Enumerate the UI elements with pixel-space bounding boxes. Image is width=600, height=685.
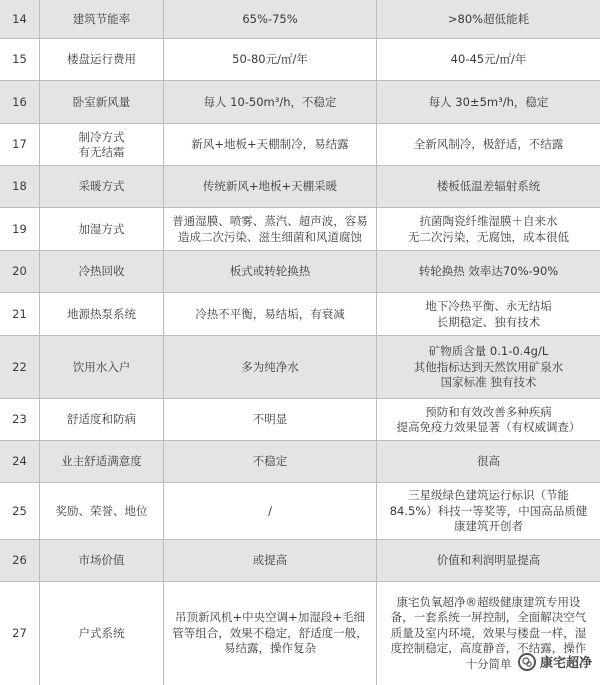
row-divider (0, 335, 600, 336)
row-normal-value: 多为纯净水 (164, 336, 377, 399)
watermark-text: 康宅超净 (539, 656, 592, 671)
watermark (518, 652, 592, 671)
table-row (0, 540, 600, 582)
row-item: 饮用水入户 (40, 336, 164, 399)
row-premium-value: 很高 (477, 454, 500, 469)
row-divider (0, 165, 600, 166)
row-divider (0, 123, 600, 124)
row-premium-value: 抗菌陶瓷纤维湿膜＋自来水 无二次污染，无腐蚀，成本很低 (408, 214, 569, 244)
row-premium-value: 价值和利润明显提高 (436, 553, 541, 568)
row-divider (0, 250, 600, 251)
row-normal-value: 普通湿膜、喷雾、蒸汽、超声波，容易 造成二次污染、滋生细菌和风道腐蚀 (164, 208, 377, 251)
row-number: 20 (0, 251, 40, 293)
row-divider (0, 482, 600, 483)
row-number: 21 (0, 293, 40, 336)
row-premium-value: 预防和有效改善多种疾病 提高免疫力效果显著（有权威调查） (396, 404, 581, 434)
table-row (0, 441, 600, 483)
row-normal-value: / (164, 483, 377, 540)
row-number: 18 (0, 166, 40, 208)
row-normal-value: 板式或转轮换热 (164, 251, 377, 293)
table-row (0, 483, 600, 540)
row-normal-value: 65%-75% (164, 0, 377, 39)
table-row (0, 81, 600, 124)
row-divider (0, 398, 600, 399)
row-item: 冷热回收 (40, 251, 164, 293)
row-item: 业主舒适满意度 (40, 441, 164, 483)
table-row (0, 251, 600, 293)
row-item: 地源热泵系统 (40, 293, 164, 336)
row-divider (0, 539, 600, 540)
row-normal-value: 50-80元/㎡/年 (164, 39, 377, 81)
row-divider (0, 440, 600, 441)
row-item: 采暖方式 (40, 166, 164, 208)
row-normal-value: 或提高 (164, 540, 377, 582)
row-number: 27 (0, 582, 40, 685)
row-normal-value: 传统新风+地板+天棚采暖 (164, 166, 377, 208)
row-item: 加湿方式 (40, 208, 164, 251)
row-number: 16 (0, 81, 40, 124)
row-divider (0, 80, 600, 81)
row-number: 22 (0, 336, 40, 399)
row-premium-value: >80%超低能耗 (447, 11, 530, 26)
table-row (0, 39, 600, 81)
row-number: 24 (0, 441, 40, 483)
table-row (0, 336, 600, 399)
table-row (0, 208, 600, 251)
row-premium-value: 楼板低温差辐射系统 (436, 179, 541, 194)
row-premium-value: 每人 30±5m³/h，稳定 (428, 94, 549, 109)
table-row (0, 582, 600, 685)
row-premium-value: 转轮换热 效率达70%-90% (418, 264, 559, 279)
row-number: 14 (0, 0, 40, 39)
row-normal-value: 不明显 (164, 399, 377, 441)
row-divider (0, 581, 600, 582)
row-normal-value: 新风+地板+天棚制冷，易结露 (164, 124, 377, 166)
row-divider (0, 38, 600, 39)
row-premium-value: 三星级绿色建筑运行标识（节能 84.5%）科技一等奖等，中国高品质健 康建筑开创者 (389, 488, 588, 534)
row-premium-value: 全新风制冷，极舒适，不结露 (413, 137, 564, 152)
row-number: 17 (0, 124, 40, 166)
row-normal-value: 不稳定 (164, 441, 377, 483)
row-normal-value: 冷热不平衡，易结垢，有衰减 (164, 293, 377, 336)
row-number: 15 (0, 39, 40, 81)
row-divider (0, 292, 600, 293)
row-item: 建筑节能率 (40, 0, 164, 39)
wechat-logo-icon (518, 653, 536, 671)
row-divider (0, 207, 600, 208)
table-row (0, 166, 600, 208)
row-number: 19 (0, 208, 40, 251)
row-item: 卧室新风量 (40, 81, 164, 124)
row-item: 户式系统 (40, 582, 164, 685)
row-item: 舒适度和防病 (40, 399, 164, 441)
table-row (0, 399, 600, 441)
row-premium-value: 矿物质含量 0.1-0.4g/L 其他指标达到天然饮用矿泉水 国家标准 独有技术 (413, 344, 564, 390)
row-premium-value: 40-45元/㎡/年 (450, 52, 527, 67)
row-number: 26 (0, 540, 40, 582)
row-item: 楼盘运行费用 (40, 39, 164, 81)
row-normal-value: 吊顶新风机+中央空调+加湿段+毛细 管等组合，效果不稳定，舒适度一般， 易结露，操作复杂 (164, 582, 377, 685)
row-item: 市场价值 (40, 540, 164, 582)
table-row (0, 124, 600, 166)
row-premium-value: 地下冷热平衡、永无结垢 长期稳定、独有技术 (425, 299, 552, 329)
row-premium-value: 康宅负氧超净®超级健康建筑专用设 备，一套系统一屏控制，全面解决空气 质量及室内环境，效果与楼盘一样，湿 度控制稳定，高度静音，不结露，操作 十分简单 (390, 594, 587, 671)
row-item: 奖励、荣誉、地位 (40, 483, 164, 540)
table-row (0, 0, 600, 39)
row-normal-value: 每人 10-50m³/h，不稳定 (164, 81, 377, 124)
row-number: 25 (0, 483, 40, 540)
row-item: 制冷方式 有无结霜 (40, 124, 164, 166)
row-number: 23 (0, 399, 40, 441)
table-row (0, 293, 600, 336)
